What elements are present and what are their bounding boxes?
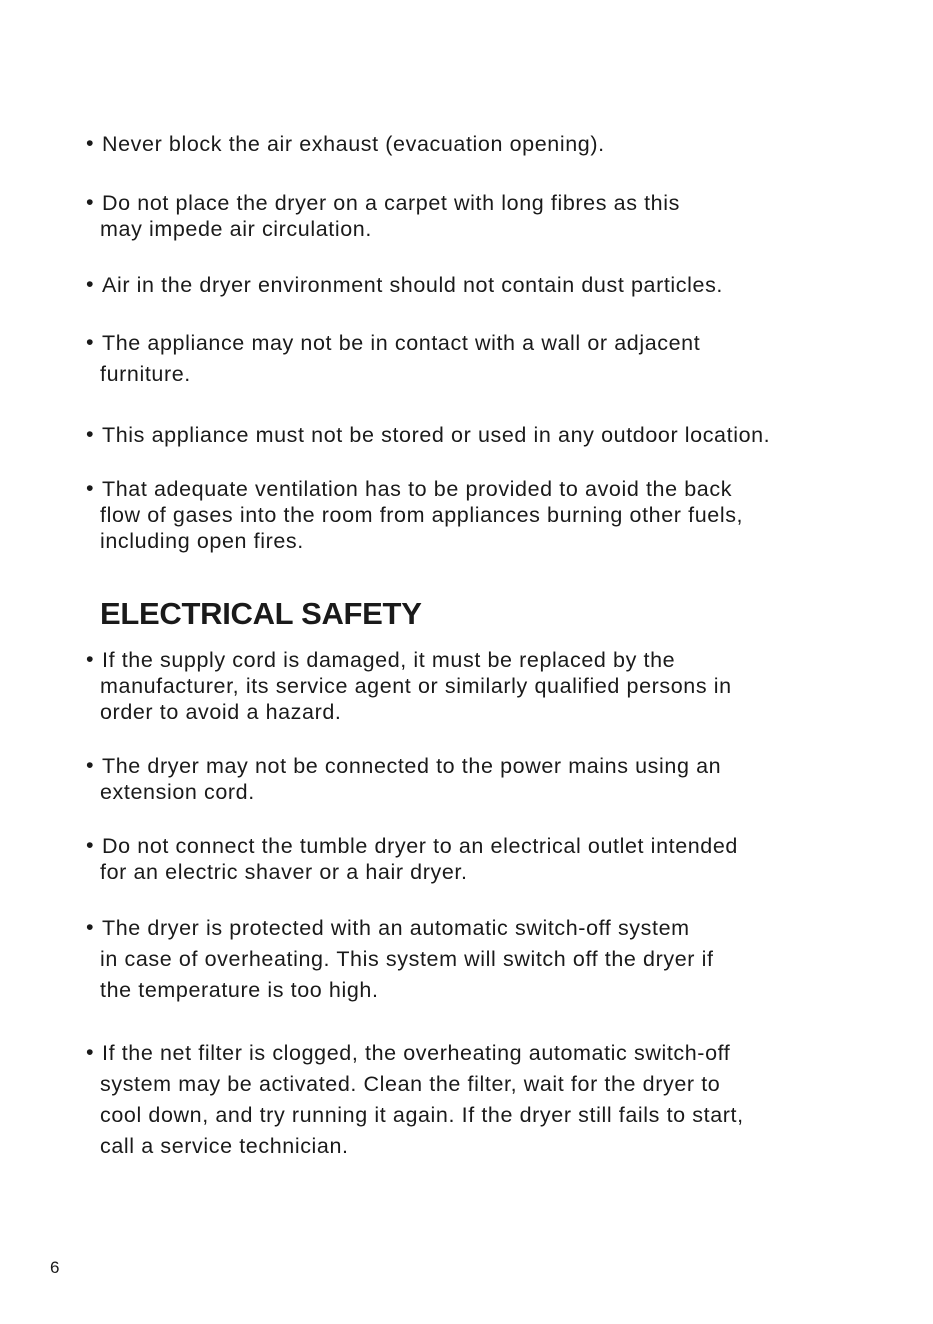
bullet-text-line: furniture. bbox=[100, 362, 191, 386]
section-heading: ELECTRICAL SAFETY bbox=[100, 596, 422, 631]
bullet-text-line: The dryer is protected with an automatic switch-off system bbox=[102, 916, 690, 940]
bullet-item bbox=[86, 833, 886, 885]
bullet-text-line: call a service technician. bbox=[100, 1134, 349, 1158]
bullet-text-line: That adequate ventilation has to be provided to avoid the back bbox=[102, 477, 733, 501]
bullet-dot: • bbox=[86, 330, 95, 354]
page-number: 6 bbox=[50, 1258, 60, 1277]
bullet-text-line: the temperature is too high. bbox=[100, 978, 379, 1002]
bullet-text-line: cool down, and try running it again. If the dryer still fails to start, bbox=[100, 1103, 744, 1127]
bullet-text-line: may impede air circulation. bbox=[100, 217, 372, 241]
bullet-dot: • bbox=[86, 476, 95, 500]
bullet-text-line: If the net filter is clogged, the overheating automatic switch-off bbox=[102, 1041, 731, 1065]
bullet-text-line: including open fires. bbox=[100, 529, 304, 553]
bullet-text-line: extension cord. bbox=[100, 780, 255, 804]
bullet-dot: • bbox=[86, 272, 95, 296]
bullet-item bbox=[86, 131, 886, 157]
bullet-text-line: Never block the air exhaust (evacuation opening). bbox=[102, 132, 605, 156]
bullet-item bbox=[86, 330, 886, 387]
bullet-text-line: flow of gases into the room from appliances burning other fuels, bbox=[100, 503, 744, 527]
bullet-item bbox=[86, 476, 886, 554]
bullet-text-line: in case of overheating. This system will switch off the dryer if bbox=[100, 947, 714, 971]
bullet-item bbox=[86, 647, 886, 725]
bullet-dot: • bbox=[86, 422, 95, 446]
bullet-item bbox=[86, 753, 886, 805]
bullet-text-line: order to avoid a hazard. bbox=[100, 700, 342, 724]
bullet-text-line: Air in the dryer environment should not contain dust particles. bbox=[102, 273, 723, 297]
bullet-item bbox=[86, 915, 886, 1003]
bullet-text-line: Do not place the dryer on a carpet with long fibres as this bbox=[102, 191, 680, 215]
bullet-text-line: manufacturer, its service agent or similarly qualified persons in bbox=[100, 674, 732, 698]
bullet-dot: • bbox=[86, 1040, 95, 1064]
bullet-text-line: If the supply cord is damaged, it must be replaced by the bbox=[102, 648, 676, 672]
bullet-text-line: Do not connect the tumble dryer to an electrical outlet intended bbox=[102, 834, 738, 858]
bullet-text-line: The dryer may not be connected to the power mains using an bbox=[102, 754, 722, 778]
bullet-dot: • bbox=[86, 833, 95, 857]
bullet-dot: • bbox=[86, 190, 95, 214]
bullet-dot: • bbox=[86, 753, 95, 777]
bullet-text-line: for an electric shaver or a hair dryer. bbox=[100, 860, 468, 884]
bullet-text-line: The appliance may not be in contact with a wall or adjacent bbox=[102, 331, 701, 355]
bullet-item bbox=[86, 272, 886, 298]
bullet-item bbox=[86, 190, 886, 242]
bullet-text-line: This appliance must not be stored or used in any outdoor location. bbox=[102, 423, 771, 447]
bullet-text-line: system may be activated. Clean the filter, wait for the dryer to bbox=[100, 1072, 721, 1096]
bullet-dot: • bbox=[86, 131, 95, 155]
bullet-dot: • bbox=[86, 915, 95, 939]
bullet-dot: • bbox=[86, 647, 95, 671]
bullet-item bbox=[86, 422, 886, 448]
bullet-item bbox=[86, 1040, 886, 1159]
